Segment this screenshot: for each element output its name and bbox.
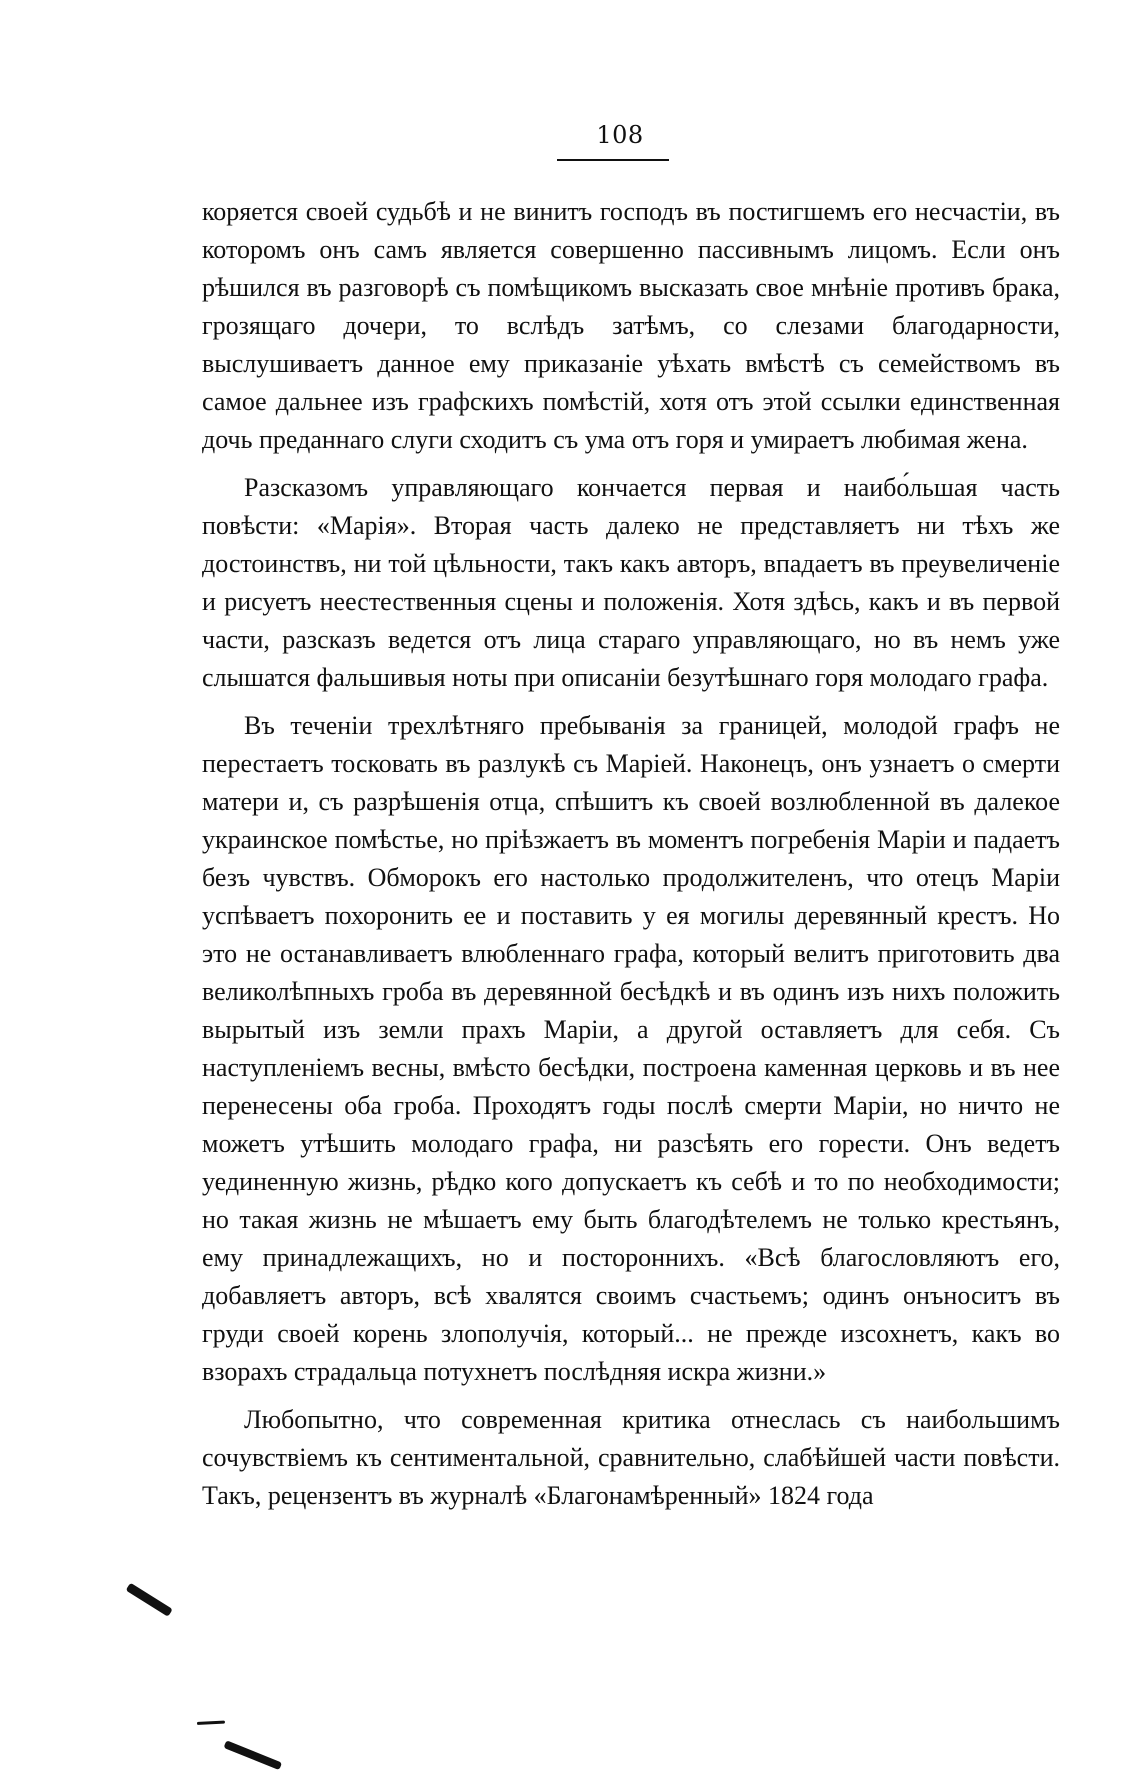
margin-mark-bottom	[224, 1740, 283, 1770]
margin-mark-bottom-stroke	[197, 1721, 225, 1725]
paragraph-1: коряется своей судьбѣ и не винитъ господъ въ постигшемъ его несчастіи, въ которомъ онъ самъ является совершенно пассивнымъ лицомъ. Если онъ рѣшился въ разговорѣ съ помѣщикомъ высказать свое мнѣніе противъ брака, грозящаго дочери, то вслѣдъ затѣмъ, со слезами благодарности, выслушиваетъ данное ему приказаніе уѣхать вмѣстѣ съ семействомъ въ самое дальнее изъ графскихъ помѣстій, хотя отъ этой ссылки единственная дочь преданнаго слуги сходитъ съ ума отъ горя и умираетъ любимая жена.	[202, 197, 1060, 454]
paragraph-2: Разсказомъ управляющаго кончается первая и наибо́льшая часть повѣсти: «Марія». Вторая часть далеко не представляетъ ни тѣхъ же достоинствъ, ни той цѣльности, такъ какъ авторъ, впадаетъ въ преувеличеніе и рисуетъ неестественныя сцены и положенія. Хотя здѣсь, какъ и въ первой части, разсказъ ведется отъ лица стараго управляющаго, но въ немъ уже слышатся фальшивыя ноты при описаніи безутѣшнаго горя молодаго графа.	[202, 473, 1060, 692]
paragraph-3: Въ теченіи трехлѣтняго пребыванія за границей, молодой графъ не перестаетъ тосковать въ разлукѣ съ Маріей. Наконецъ, онъ узнаетъ о смерти матери и, съ разрѣшенія отца, спѣшитъ къ своей возлюбленной въ далекое украинское помѣстье, но пріѣзжаетъ въ моментъ погребенія Маріи и падаетъ безъ чувствъ. Обморокъ его настолько продолжителенъ, что отецъ Маріи успѣваетъ похоронить ее и поставить у ея могилы деревянный крестъ. Но это не останавливаетъ влюбленнаго графа, который велитъ приготовить два великолѣпныхъ гроба въ деревянной бесѣдкѣ и въ одинъ изъ нихъ положить вырытый изъ земли прахъ Маріи, а другой оставляетъ для себя. Съ наступленіемъ весны, вмѣсто бесѣдки, построена каменная церковь и въ нее перенесены оба гроба. Проходятъ годы послѣ смерти Маріи, но ничто не можетъ утѣшить молодаго графа, ни разсѣять его горести. Онъ ведетъ уединенную жизнь, рѣдко кого допускаетъ къ себѣ и то по необходимости; но такая жизнь не мѣшаетъ ему быть благодѣтелемъ не только крестьянъ, ему принадлежащихъ, но и постороннихъ. «Всѣ благословляютъ его, добавляетъ авторъ, всѣ хвалятся своимъ счастьемъ; одинъ онъноситъ въ груди своей корень злополучія, который... не прежде изсохнетъ, какъ во взорахъ страдальца потухнетъ послѣдняя искра жизни.»	[202, 711, 1060, 1386]
paragraph-4: Любопытно, что современная критика отнеслась съ наибольшимъ сочувствіемъ къ сентиментальной, сравнительно, слабѣйшей части повѣсти. Такъ, рецензентъ въ журналѣ «Благонамѣренный» 1824 года	[202, 1405, 1060, 1510]
text-block	[202, 193, 1060, 1525]
margin-mark-top	[126, 1583, 173, 1617]
page-number-rule	[557, 159, 669, 161]
page-number: 108	[596, 121, 644, 149]
